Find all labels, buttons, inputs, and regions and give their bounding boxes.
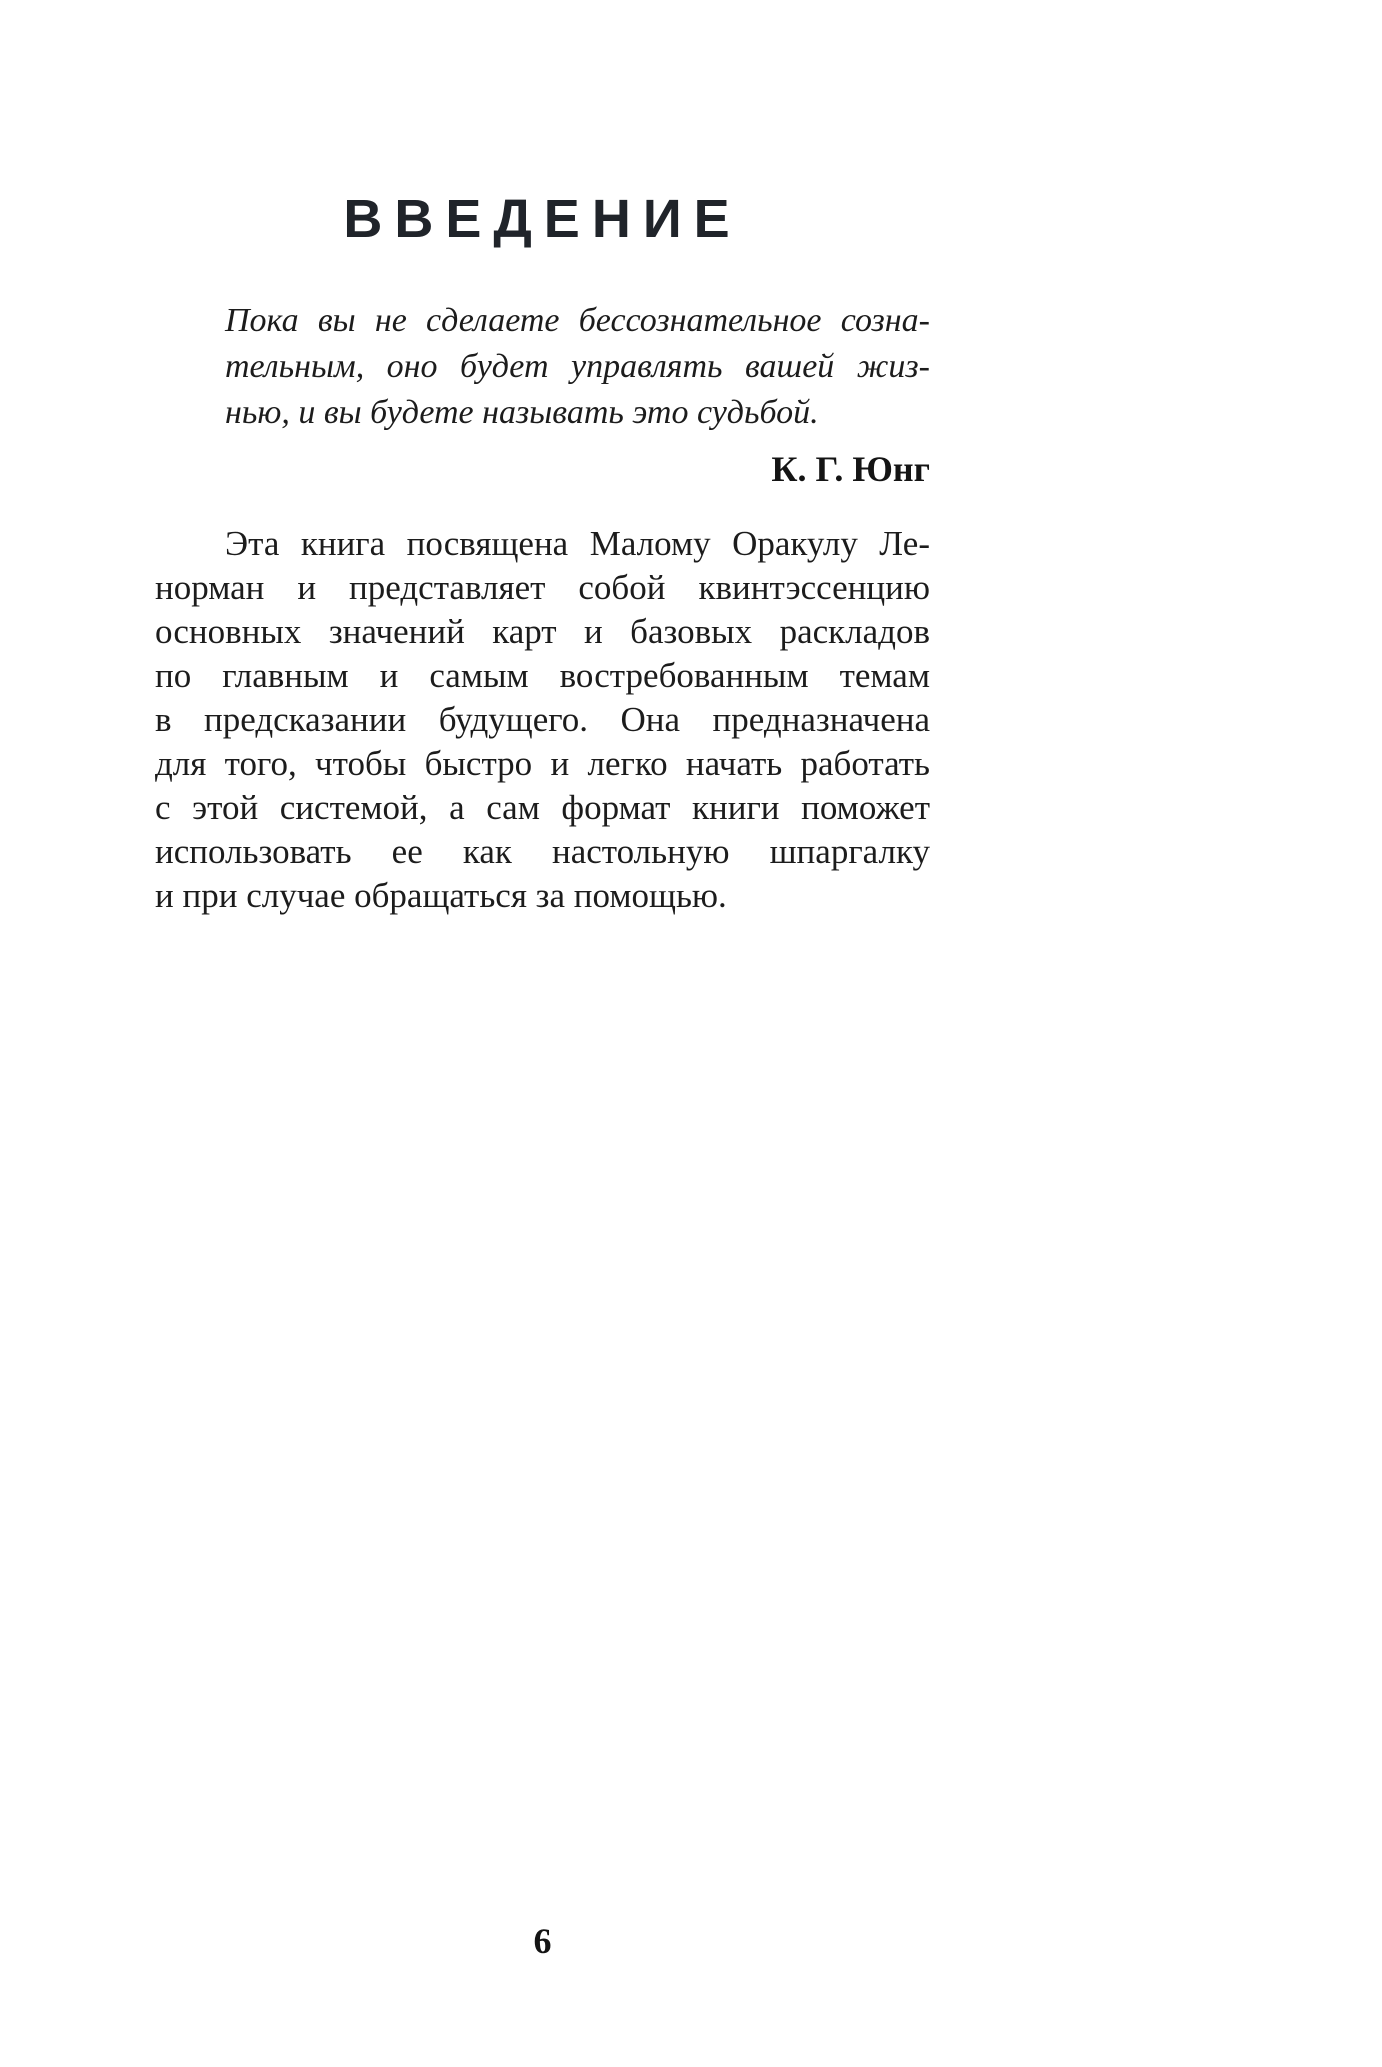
text-line: норман и представляет собой квинтэссенцию — [155, 568, 930, 607]
text-line: Пока вы не сделаете бессознательное созна- — [225, 302, 930, 339]
text-line: тельным, оно будет управлять вашей жиз- — [225, 348, 930, 385]
text-line: и при случае обращаться за помощью. — [155, 876, 727, 915]
text-line: нью, и вы будете называть это судьбой. — [225, 394, 819, 431]
epigraph-text — [225, 298, 930, 436]
text-line: использовать ее как настольную шпаргалку — [155, 832, 930, 871]
text-line: Эта книга посвящена Малому Оракулу Ле- — [225, 524, 930, 563]
epigraph — [225, 298, 930, 492]
epigraph-attribution: К. Г. Юнг — [771, 449, 930, 489]
body-paragraph — [155, 522, 930, 918]
text-line: для того, чтобы быстро и легко начать работать — [155, 744, 930, 783]
text-line: основных значений карт и базовых раскладов — [155, 612, 930, 651]
text-line: с этой системой, а сам формат книги поможет — [155, 788, 930, 827]
chapter-title: ВВЕДЕНИЕ — [343, 189, 742, 249]
text-line: в предсказании будущего. Она предназначена — [155, 700, 930, 739]
text-line: по главным и самым востребованным темам — [155, 656, 930, 695]
page-number: 6 — [533, 1921, 552, 1961]
